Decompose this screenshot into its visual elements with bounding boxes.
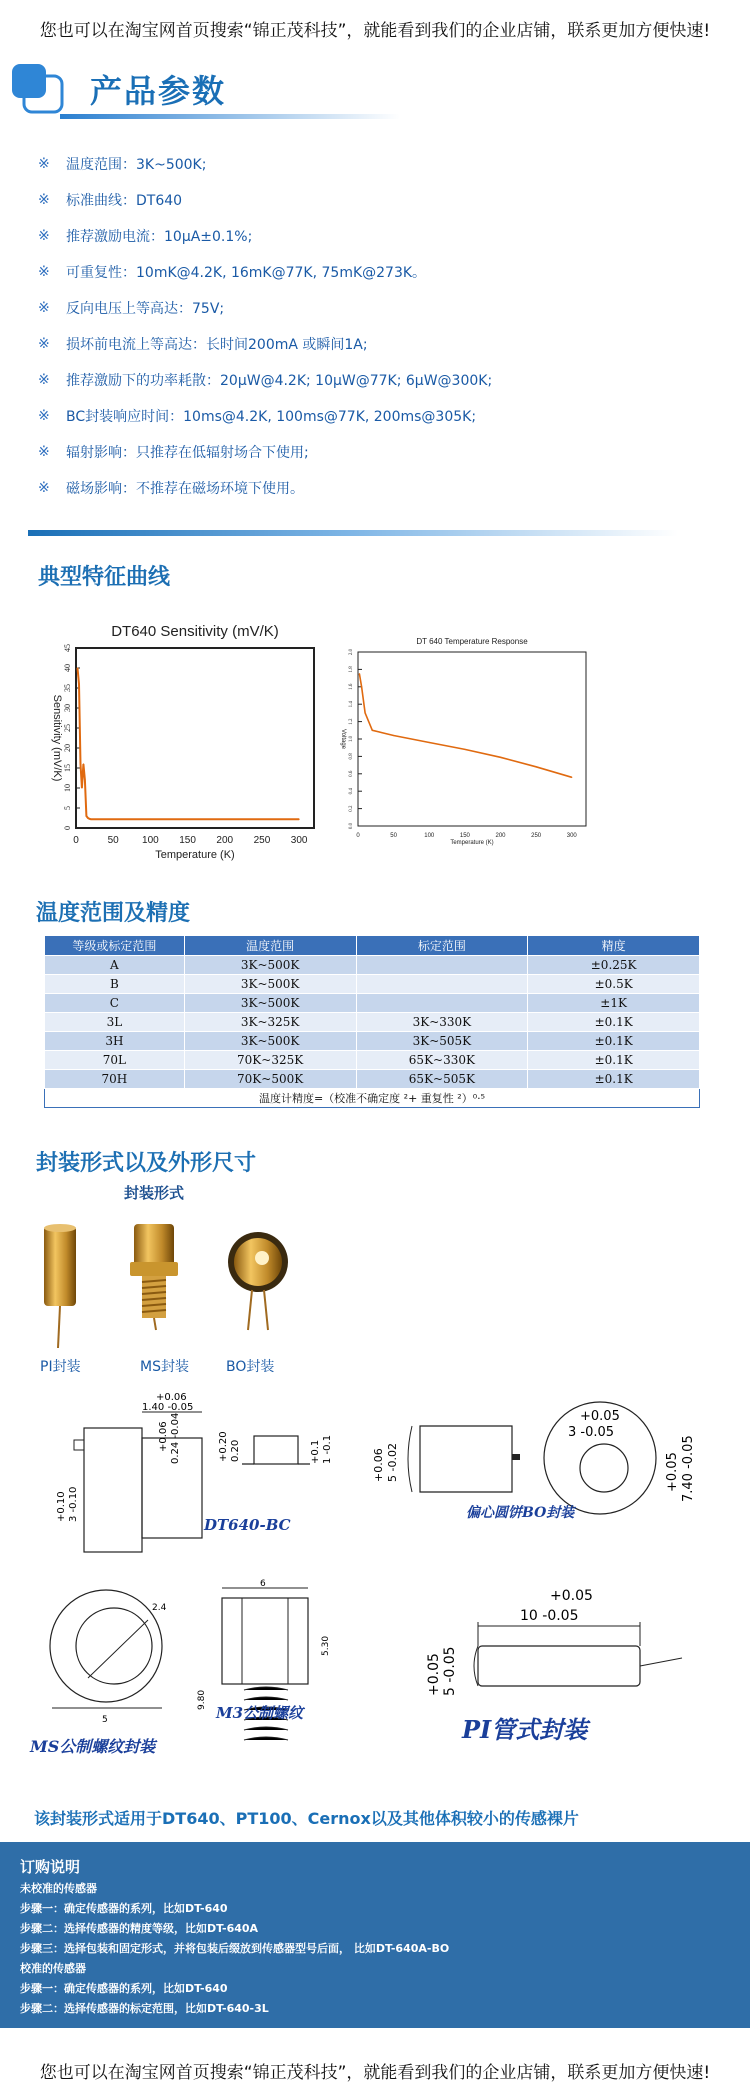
bo-dim: 5 -0.02 <box>386 1443 399 1482</box>
x-tick-label: 100 <box>424 833 435 839</box>
data-point <box>87 817 88 818</box>
bc-dim: +0.10 <box>56 1491 67 1522</box>
pi-dim: +0.05 <box>426 1653 442 1696</box>
section-title-curves: 典型特征曲线 <box>38 565 171 590</box>
x-tick-label: 200 <box>216 835 234 846</box>
column-header: 等级或标定范围 <box>45 936 185 956</box>
bc-dim: +0.20 <box>218 1431 229 1462</box>
bullet-mark: ※ <box>38 156 50 172</box>
x-tick-label: 50 <box>390 833 397 839</box>
y-tick-label: 1.6 <box>349 683 354 690</box>
data-point <box>536 766 537 767</box>
ms-dim: 9.80 <box>197 1689 207 1710</box>
ms-dim: 5 <box>102 1715 108 1725</box>
pi-package-image <box>40 1222 80 1350</box>
table-header-row <box>45 936 700 956</box>
data-point <box>379 731 380 732</box>
bc-dim: 0.20 <box>230 1439 241 1462</box>
data-point <box>113 819 114 820</box>
chart-title: DT640 Sensitivity (mV/K) <box>111 623 279 640</box>
pi-dim: +0.05 <box>550 1588 593 1604</box>
bc-dim: +0.1 <box>310 1439 321 1464</box>
pi-drawing-label: PI管式封装 <box>462 1715 588 1744</box>
data-point <box>77 667 78 668</box>
section-divider <box>28 530 678 536</box>
accuracy-formula: 温度计精度=（校准不确定度 ²+ 重复性 ²）⁰·⁵ <box>45 1089 700 1108</box>
column-header: 温度范围 <box>184 936 356 956</box>
page-title: 产品参数 <box>90 72 227 110</box>
list-item: ※ 推荐激励电流：10μA±0.1%; <box>38 228 253 245</box>
y-tick-label: 1.8 <box>349 666 354 673</box>
y-tick-label: 1.2 <box>349 718 354 725</box>
x-tick-label: 150 <box>459 833 470 839</box>
x-tick-label: 250 <box>253 835 271 846</box>
order-line: 步骤一：确定传感器的系列，比如DT-640 <box>20 1982 228 1995</box>
y-tick-label: 40 <box>63 664 72 672</box>
bullet-mark: ※ <box>38 192 50 208</box>
order-line: 步骤二：选择传感器的标定范围，比如DT-640-3L <box>20 2002 269 2015</box>
section-header-params <box>0 56 750 126</box>
table-row: 3H 3K~500K 3K~505K ±0.1K <box>45 1032 700 1051</box>
list-item: ※ 推荐激励下的功率耗散：20μW@4.2K; 10μW@77K; 6μW@300K; <box>38 372 493 389</box>
order-line: 步骤二：选择传感器的精度等级，比如DT-640A <box>20 1922 259 1935</box>
y-tick-label: 45 <box>63 644 72 652</box>
y-tick-label: 35 <box>63 684 72 692</box>
bo-drawing-label: 偏心圆饼BO封装 <box>466 1505 575 1521</box>
bullet-mark: ※ <box>38 408 50 424</box>
y-tick-label: 0.4 <box>349 788 354 795</box>
data-point <box>571 777 572 778</box>
data-point <box>150 819 151 820</box>
top-banner <box>0 0 750 56</box>
bullet-mark: ※ <box>38 480 50 496</box>
pi-dim: 10 -0.05 <box>520 1608 579 1624</box>
data-point <box>299 819 300 820</box>
data-point <box>500 757 501 758</box>
y-tick-label: 1.4 <box>349 701 354 708</box>
y-tick-label: 10 <box>63 784 72 792</box>
x-tick-label: 100 <box>142 835 159 846</box>
data-point <box>429 742 430 743</box>
data-point <box>90 819 91 820</box>
order-line: 校准的传感器 <box>20 1962 86 1975</box>
bc-dim: 1 -0.1 <box>322 1434 333 1464</box>
package-label-pi: PI封装 <box>40 1359 81 1375</box>
bc-drawing-label: DT640-BC <box>204 1516 291 1534</box>
package-label-ms: MS封装 <box>140 1359 189 1375</box>
list-item: ※ 标准曲线：DT640 <box>38 192 183 209</box>
y-tick-label: 0.2 <box>349 805 354 812</box>
y-tick-label: 2.0 <box>349 648 354 656</box>
ms-dim: 6 <box>260 1579 266 1589</box>
sensitivity-chart <box>51 618 322 861</box>
table-row: B 3K~500K ±0.5K <box>45 975 700 994</box>
bc-dim: 1.40 -0.05 <box>142 1402 194 1413</box>
x-tick-label: 200 <box>495 833 506 839</box>
list-item: ※ 可重复性：10mK@4.2K, 16mK@77K, 75mK@273K。 <box>38 264 427 281</box>
x-tick-label: 300 <box>290 835 308 846</box>
ms-dimension-drawing <box>44 1580 344 1756</box>
plot-frame <box>358 652 586 826</box>
bo-dim: +0.05 <box>665 1452 680 1492</box>
bullet-mark: ※ <box>38 372 50 388</box>
bo-package-image <box>222 1228 292 1332</box>
pi-dim: 5 -0.05 <box>442 1646 458 1696</box>
section-title-range: 温度范围及精度 <box>36 901 191 926</box>
list-item: ※ 损坏前电流上等高达：长时间200mA 或瞬间1A; <box>38 336 368 353</box>
ms-dim: 2.4 <box>152 1603 167 1613</box>
bullet-mark: ※ <box>38 228 50 244</box>
y-tick-label: 0.0 <box>349 822 354 830</box>
table-row: 3L 3K~325K 3K~330K ±0.1K <box>45 1013 700 1032</box>
column-header: 精度 <box>528 936 700 956</box>
bc-dim: 0.24 -0.04 <box>170 1412 181 1464</box>
data-point <box>86 815 87 816</box>
x-tick-label: 150 <box>179 835 196 846</box>
table-row: A 3K~500K ±0.25K <box>45 956 700 975</box>
order-title: 订购说明 <box>20 1858 81 1876</box>
table-row: C 3K~500K ±1K <box>45 994 700 1013</box>
bo-dim: 7.40 -0.05 <box>681 1435 696 1502</box>
y-tick-label: 0 <box>63 826 72 830</box>
data-point <box>361 686 362 687</box>
bottom-banner <box>0 2042 750 2098</box>
list-item: ※ 反向电压上等高达：75V; <box>38 300 225 317</box>
ms-package-image <box>126 1222 182 1332</box>
y-tick-label: 0.6 <box>349 770 354 777</box>
data-point <box>224 819 225 820</box>
bullet-mark: ※ <box>38 444 50 460</box>
bullet-mark: ※ <box>38 336 50 352</box>
y-tick-label: 20 <box>63 744 72 752</box>
temperature-response-chart <box>338 632 598 854</box>
bullet-mark: ※ <box>38 264 50 280</box>
list-item: ※ 温度范围：3K~500K; <box>38 156 207 173</box>
bo-dimension-drawing <box>368 1392 700 1520</box>
list-item: ※ 辐射影响：只推荐在低辐射场合下使用; <box>38 444 309 461</box>
data-point <box>372 730 373 731</box>
chart-title: DT 640 Temperature Response <box>416 637 528 646</box>
package-subtitle: 封装形式 <box>124 1184 185 1202</box>
y-tick-label: 0.8 <box>349 753 354 760</box>
package-label-bo: BO封装 <box>226 1359 275 1375</box>
y-tick-label: 15 <box>63 764 72 772</box>
data-point <box>464 749 465 750</box>
x-axis-label: Temperature (K) <box>155 849 235 861</box>
y-tick-label: 1.0 <box>349 735 354 743</box>
data-point <box>98 819 99 820</box>
y-tick-label: 30 <box>63 704 72 712</box>
y-tick-label: 25 <box>63 724 72 732</box>
x-tick-label: 50 <box>107 835 119 846</box>
data-point <box>393 735 394 736</box>
pi-dimension-drawing <box>416 1584 696 1704</box>
data-point <box>365 712 366 713</box>
bottom-banner-text: 您也可以在淘宝网首页搜索“锦正茂科技”，就能看到我们的企业店铺，联系更加方便快速! <box>39 2062 711 2083</box>
bc-dim: +0.06 <box>156 1392 187 1403</box>
plot-frame <box>76 648 314 828</box>
bc-dimension-drawing <box>56 1392 336 1564</box>
title-underline <box>60 114 400 119</box>
ms-drawing-label: MS公制螺纹封装 <box>30 1737 156 1756</box>
x-tick-label: 250 <box>531 833 542 839</box>
list-item: ※ BC封装响应时间：10ms@4.2K, 100ms@77K, 200ms@305K; <box>38 408 477 425</box>
x-axis-label: Temperature (K) <box>450 840 494 846</box>
accuracy-table <box>44 935 700 1108</box>
x-tick-label: 0 <box>73 835 79 846</box>
order-line: 步骤一：确定传感器的系列，比如DT-640 <box>20 1902 228 1915</box>
data-point <box>80 763 81 764</box>
bc-dim: 3 -0.10 <box>68 1486 79 1522</box>
data-point <box>84 779 85 780</box>
bc-dim: +0.06 <box>158 1421 169 1452</box>
order-line: 步骤三：选择包装和固定形式，并将包装后缀放到传感器型号后面， 比如DT-640A-BO <box>20 1942 450 1955</box>
ms-thread-label: M3公制螺纹 <box>216 1704 304 1722</box>
data-point <box>83 763 84 764</box>
x-tick-label: 300 <box>566 833 577 839</box>
data-point <box>89 818 90 819</box>
order-instructions <box>0 1842 750 2028</box>
bo-dim: 3 -0.05 <box>568 1425 615 1440</box>
order-line: 未校准的传感器 <box>20 1882 97 1895</box>
ms-dim: 5.30 <box>321 1635 331 1656</box>
data-point <box>359 673 360 674</box>
package-applies-text: 该封装形式适用于DT640、PT100、Cernox以及其他体积较小的传感裸片 <box>34 1809 579 1828</box>
data-point <box>81 787 82 788</box>
bo-dim: +0.06 <box>372 1448 385 1482</box>
x-tick-label: 0 <box>356 833 360 839</box>
y-axis-label: Voltage <box>340 728 346 750</box>
bullet-mark: ※ <box>38 300 50 316</box>
data-point <box>78 683 79 684</box>
bo-dim: +0.05 <box>580 1409 620 1424</box>
y-tick-label: 5 <box>63 806 72 810</box>
table-row: 70L 70K~325K 65K~330K ±0.1K <box>45 1051 700 1070</box>
y-axis-label: Sensitivity (mV/K) <box>51 694 63 782</box>
list-item: ※ 磁场影响：不推荐在磁场环境下使用。 <box>38 480 304 497</box>
column-header: 标定范围 <box>356 936 528 956</box>
top-banner-text: 您也可以在淘宝网首页搜索“锦正茂科技”，就能看到我们的企业店铺，联系更加方便快速! <box>39 20 711 41</box>
table-row: 70H 70K~500K 65K~505K ±0.1K <box>45 1070 700 1089</box>
params-list <box>38 146 718 506</box>
section-title-package: 封装形式以及外形尺寸 <box>36 1151 257 1176</box>
table-note-row <box>45 1089 700 1108</box>
header-logo-icon <box>10 62 66 116</box>
